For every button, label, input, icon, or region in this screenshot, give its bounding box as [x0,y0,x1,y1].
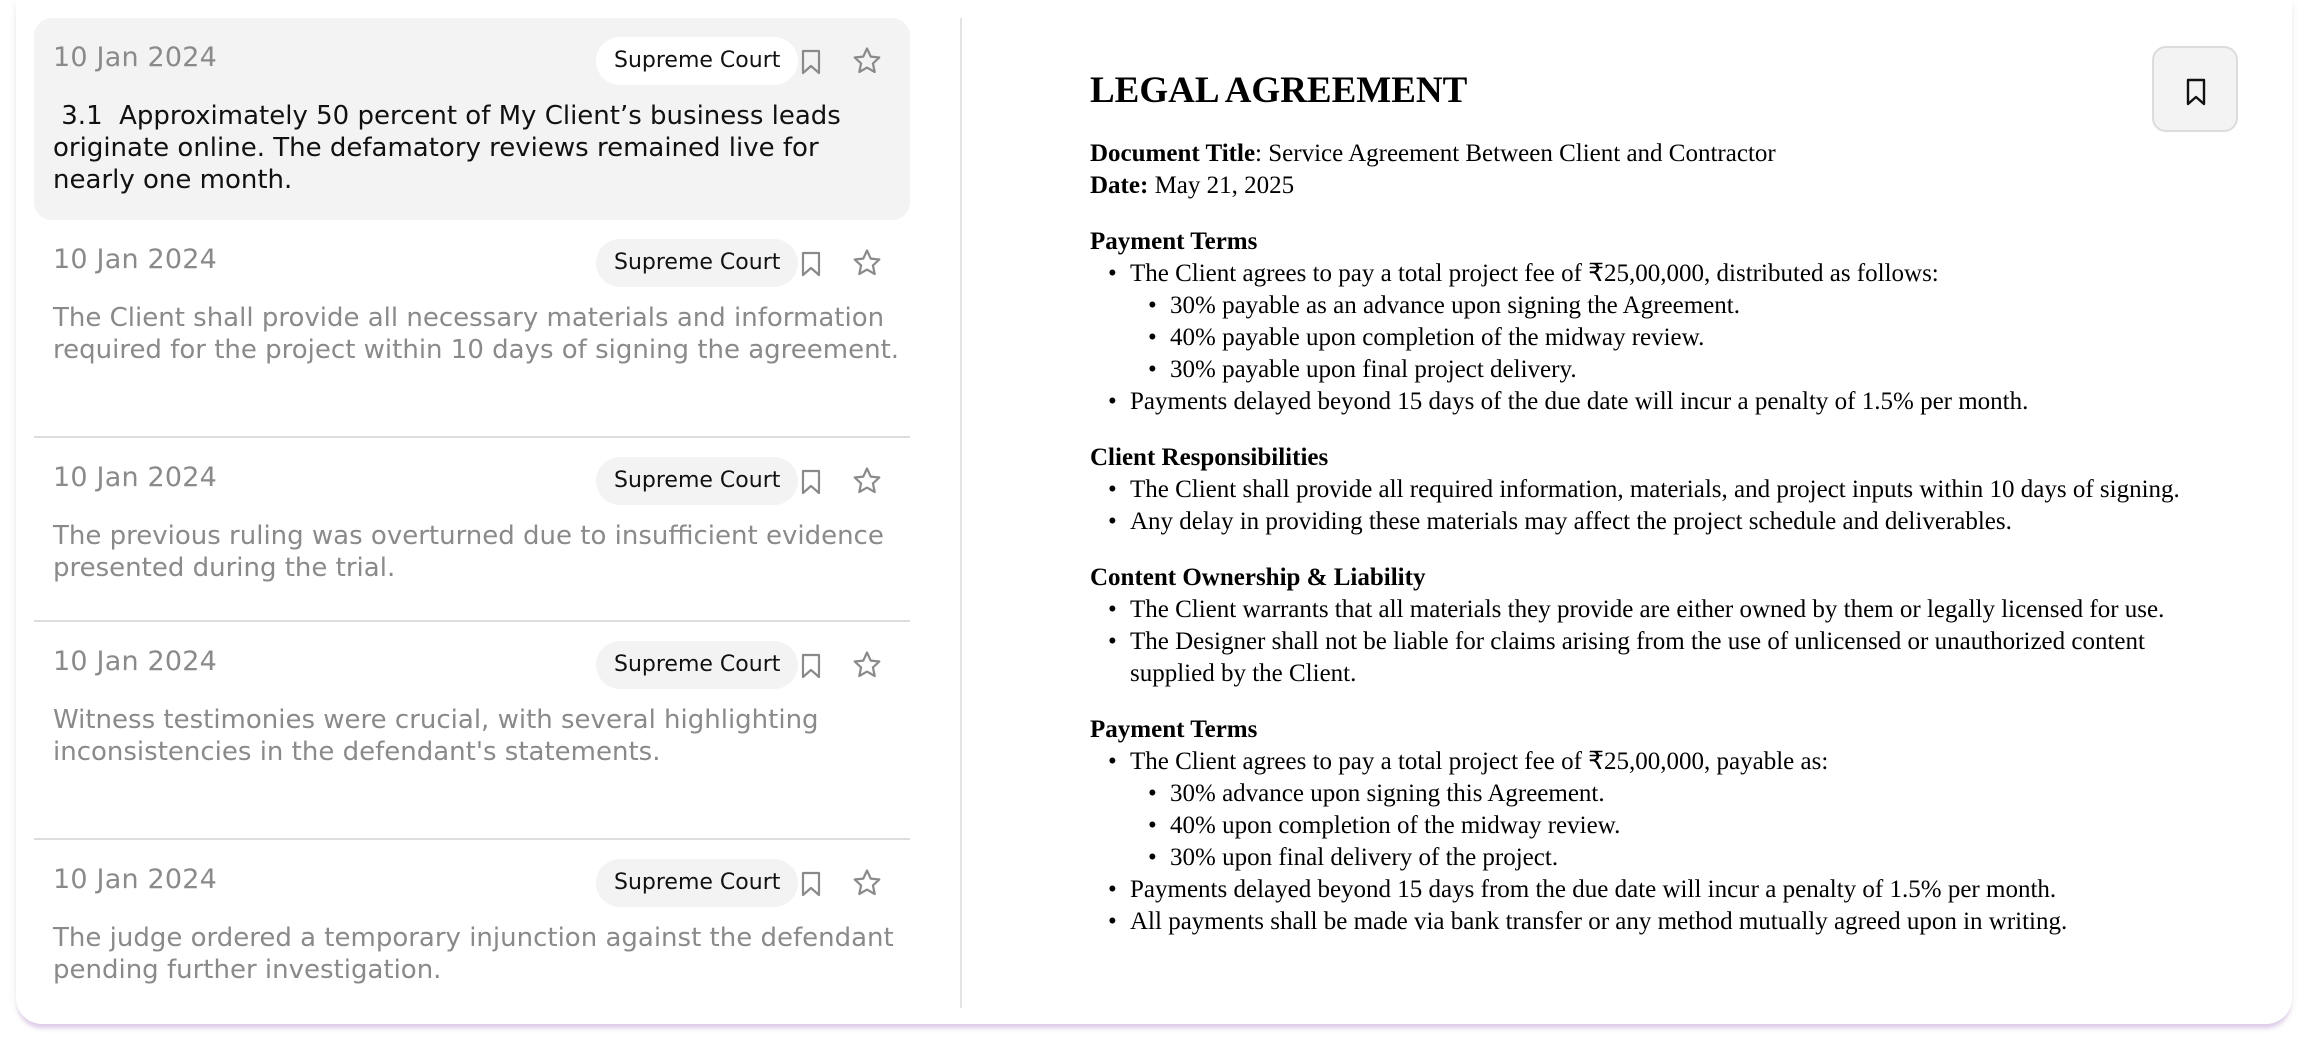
item-excerpt: The previous ruling was overturned due to insufficient evidence presented during the trial. [53,521,884,583]
star-icon[interactable] [852,466,882,496]
bullet-item: • Payments delayed beyond 15 days from the due date will incur a penalty of 1.5% per month. [1130,874,2230,906]
sub-bullet-item: • 30% payable upon final project delivery. [1170,354,2230,386]
sub-bullet-item: • 40% upon completion of the midway review. [1170,810,2230,842]
document-date-line [1090,170,2230,202]
document-date-value: May 21, 2025 [1148,172,1295,199]
item-date: 10 Jan 2024 [53,42,218,73]
bullet-list [1090,594,2230,690]
bookmark-icon[interactable] [800,871,822,897]
star-icon[interactable] [852,248,882,278]
bullet-text: The Client agrees to pay a total project fee of ₹25,00,000, distributed as follows: [1130,260,1939,287]
star-icon[interactable] [852,650,882,680]
item-excerpt: The Client shall provide all necessary materials and information required for the project within 10 days of signing the agreement. [53,303,900,365]
bookmark-icon[interactable] [800,469,822,495]
section-heading: Content Ownership & Liability [1090,564,1426,591]
bookmark-icon [2185,78,2207,106]
section-heading: Payment Terms [1090,716,1258,743]
court-tag[interactable]: Supreme Court [596,37,798,85]
document-viewer [1090,58,2230,938]
app-card [16,0,2292,1024]
bullet-item [1130,746,2230,874]
bullet-list [1090,474,2230,538]
list-item-5[interactable] [34,840,910,1008]
document-title-label: Document Title [1090,140,1256,167]
sub-bullet-item: • 30% advance upon signing this Agreement. [1170,778,2230,810]
sub-bullet-item: • 40% payable upon completion of the midway review. [1170,322,2230,354]
bullet-item: • The Designer shall not be liable for claims arising from the use of unlicensed or unauthorized content supplied by the Client. [1130,626,2230,690]
document-date-label: Date: [1090,172,1149,199]
sub-bullet-item: • 30% upon final delivery of the project. [1170,842,2230,874]
court-tag[interactable]: Supreme Court [596,859,798,907]
item-date: 10 Jan 2024 [53,864,218,895]
document-heading: LEGAL AGREEMENT [1090,70,1468,111]
star-icon[interactable] [852,46,882,76]
list-item-3[interactable] [34,438,910,622]
bullet-item: • Any delay in providing these materials may affect the project schedule and deliverables. [1130,506,2230,538]
sub-bullet-item: • 30% payable as an advance upon signing the Agreement. [1170,290,2230,322]
list-item-1[interactable] [34,18,910,220]
list-item-2[interactable] [34,220,910,438]
item-date: 10 Jan 2024 [53,462,218,493]
sub-bullet-list [1130,778,2230,874]
bullet-item: • Payments delayed beyond 15 days of the due date will incur a penalty of 1.5% per month. [1130,386,2230,418]
case-list [34,18,910,1008]
bullet-list [1090,746,2230,938]
document-title-value: : Service Agreement Between Client and Contractor [1255,140,1776,167]
court-tag[interactable]: Supreme Court [596,457,798,505]
document-bookmark-button[interactable] [2152,46,2238,132]
bookmark-icon[interactable] [800,653,822,679]
item-excerpt: 3.1 Approximately 50 percent of My Client’s business leads originate online. The defamatory reviews remained live for nearly one month. [53,101,841,195]
star-icon[interactable] [852,868,882,898]
bullet-item [1130,258,2230,386]
court-tag[interactable]: Supreme Court [596,239,798,287]
item-date: 10 Jan 2024 [53,244,218,275]
section-heading: Payment Terms [1090,228,1258,255]
sub-bullet-list [1130,290,2230,386]
panel-divider [960,18,962,1008]
list-item-4[interactable] [34,622,910,840]
court-tag[interactable]: Supreme Court [596,641,798,689]
bookmark-icon[interactable] [800,49,822,75]
item-excerpt: The judge ordered a temporary injunction against the defendant pending further investigation. [53,923,894,985]
bullet-list [1090,258,2230,418]
bullet-item: • The Client shall provide all required information, materials, and project inputs within 10 days of signing. [1130,474,2230,506]
bullet-item: • All payments shall be made via bank transfer or any method mutually agreed upon in writing. [1130,906,2230,938]
bookmark-icon[interactable] [800,251,822,277]
bullet-item: • The Client warrants that all materials they provide are either owned by them or legally licensed for use. [1130,594,2230,626]
item-excerpt: Witness testimonies were crucial, with several highlighting inconsistencies in the defendant's statements. [53,705,819,767]
bullet-text: The Client agrees to pay a total project fee of ₹25,00,000, payable as: [1130,748,1829,775]
document-title-line [1090,138,2230,170]
item-date: 10 Jan 2024 [53,646,218,677]
section-heading: Client Responsibilities [1090,444,1329,471]
